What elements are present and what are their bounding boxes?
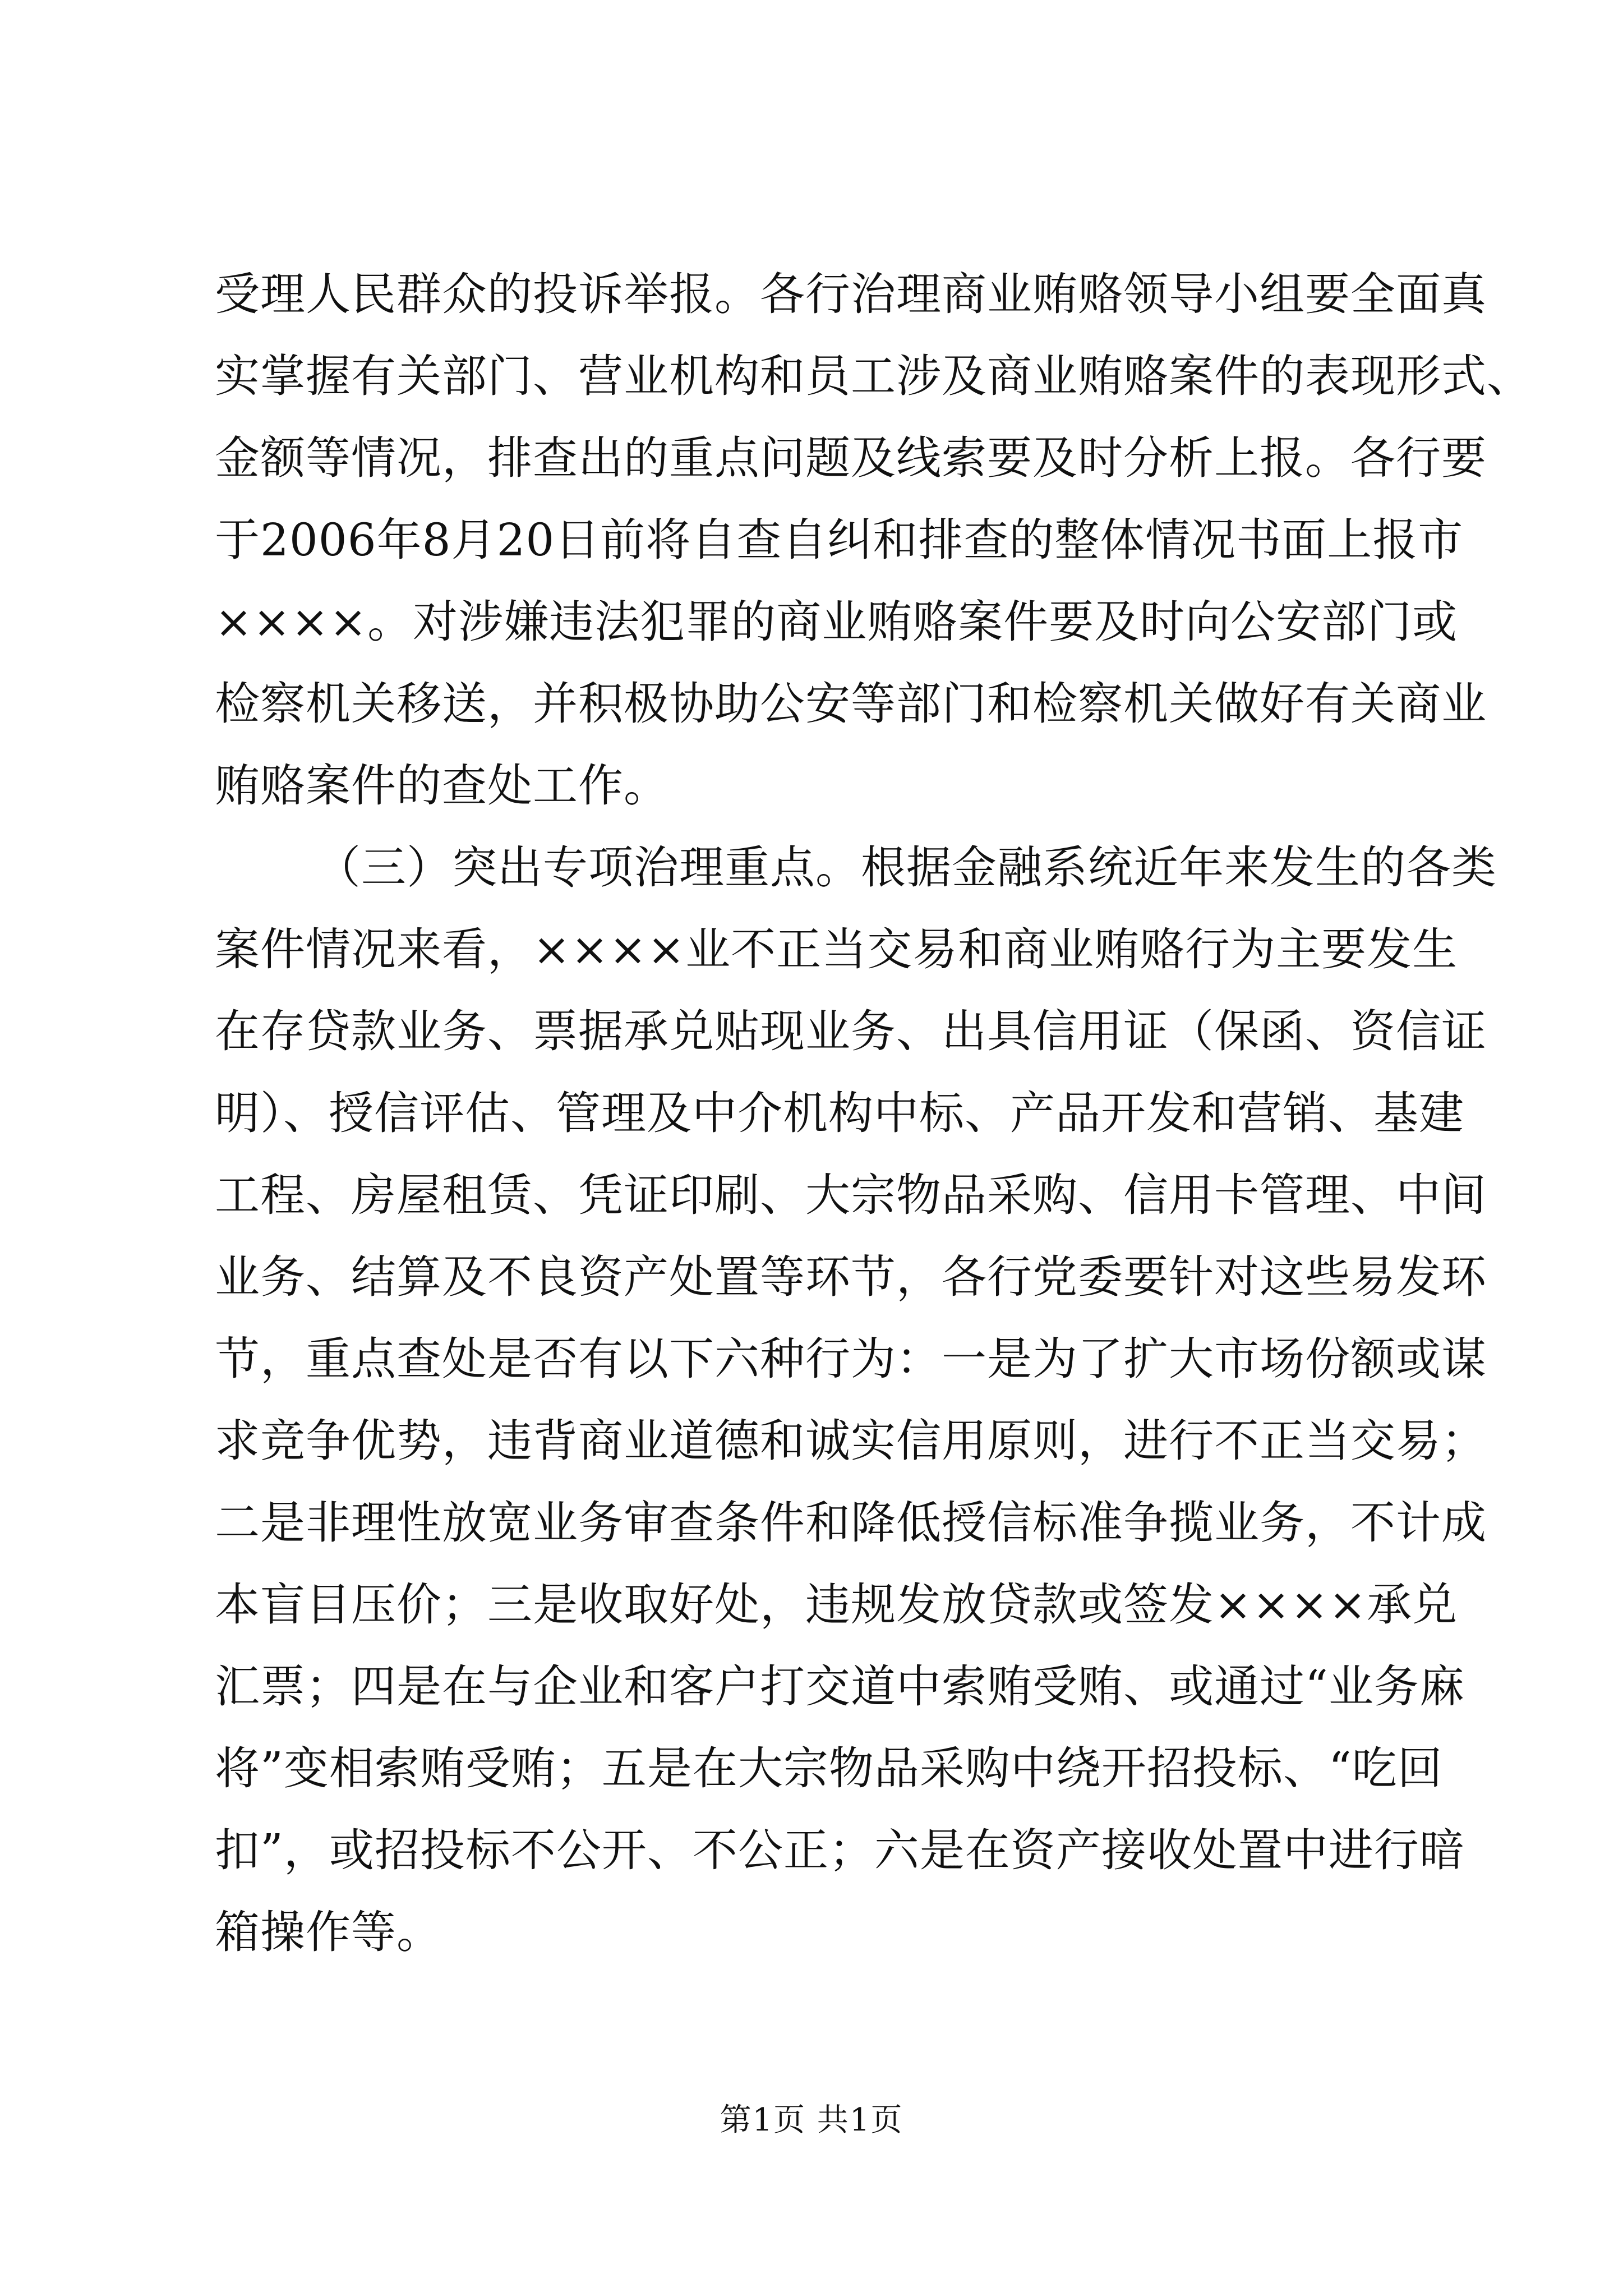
text-line: 扣”，或招投标不公开、不公正；六是在资产接收处置中进行暗 (215, 1824, 1465, 1876)
text-line: 于2006年8月20日前将自查自纠和排查的整体情况书面上报市 (215, 514, 1464, 566)
text-line: 在存贷款业务、票据承兑贴现业务、出具信用证（保函、资信证 (215, 1005, 1487, 1057)
text-line: 金额等情况，排查出的重点问题及线索要及时分析上报。各行要 (215, 432, 1487, 484)
section-heading-line: （三）突出专项治理重点。根据金融系统近年来发生的各类 (316, 841, 1497, 894)
document-body (215, 254, 1532, 1973)
text-line: 明）、授信评估、管理及中介机构中标、产品开发和营销、基建 (215, 1087, 1464, 1139)
text-line: 工程、房屋租赁、凭证印刷、大宗物品采购、信用卡管理、中间 (215, 1169, 1487, 1221)
page-number-footer: 第1页 共1页 (720, 2102, 903, 2138)
text-line: 案件情况来看，××××业不正当交易和商业贿赂行为主要发生 (215, 923, 1458, 976)
text-line: 求竞争优势，违背商业道德和诚实信用原则，进行不正当交易； (215, 1415, 1487, 1467)
text-line: 业务、结算及不良资产处置等环节，各行党委要针对这些易发环 (215, 1251, 1487, 1303)
text-line: 二是非理性放宽业务审查条件和降低授信标准争揽业务，不计成 (215, 1497, 1487, 1549)
text-line: 受理人民群众的投诉举报。各行治理商业贿赂领导小组要全面真 (215, 268, 1487, 320)
text-line: 实掌握有关部门、营业机构和员工涉及商业贿赂案件的表现形式、 (215, 350, 1532, 402)
text-line: 节，重点查处是否有以下六种行为：一是为了扩大市场份额或谋 (215, 1333, 1487, 1385)
text-line: 检察机关移送，并积极协助公安等部门和检察机关做好有关商业 (215, 678, 1487, 730)
text-line: ××××。对涉嫌违法犯罪的商业贿赂案件要及时向公安部门或 (215, 596, 1458, 648)
text-line: 贿赂案件的查处工作。 (215, 760, 669, 812)
text-line: 本盲目压价；三是收取好处，违规发放贷款或签发××××承兑 (215, 1579, 1458, 1631)
text-line: 箱操作等。 (215, 1906, 442, 1958)
text-line: 汇票；四是在与企业和客户打交道中索贿受贿、或通过“业务麻 (215, 1660, 1465, 1713)
text-line: 将”变相索贿受贿；五是在大宗物品采购中绕开招投标、“吃回 (215, 1742, 1443, 1795)
